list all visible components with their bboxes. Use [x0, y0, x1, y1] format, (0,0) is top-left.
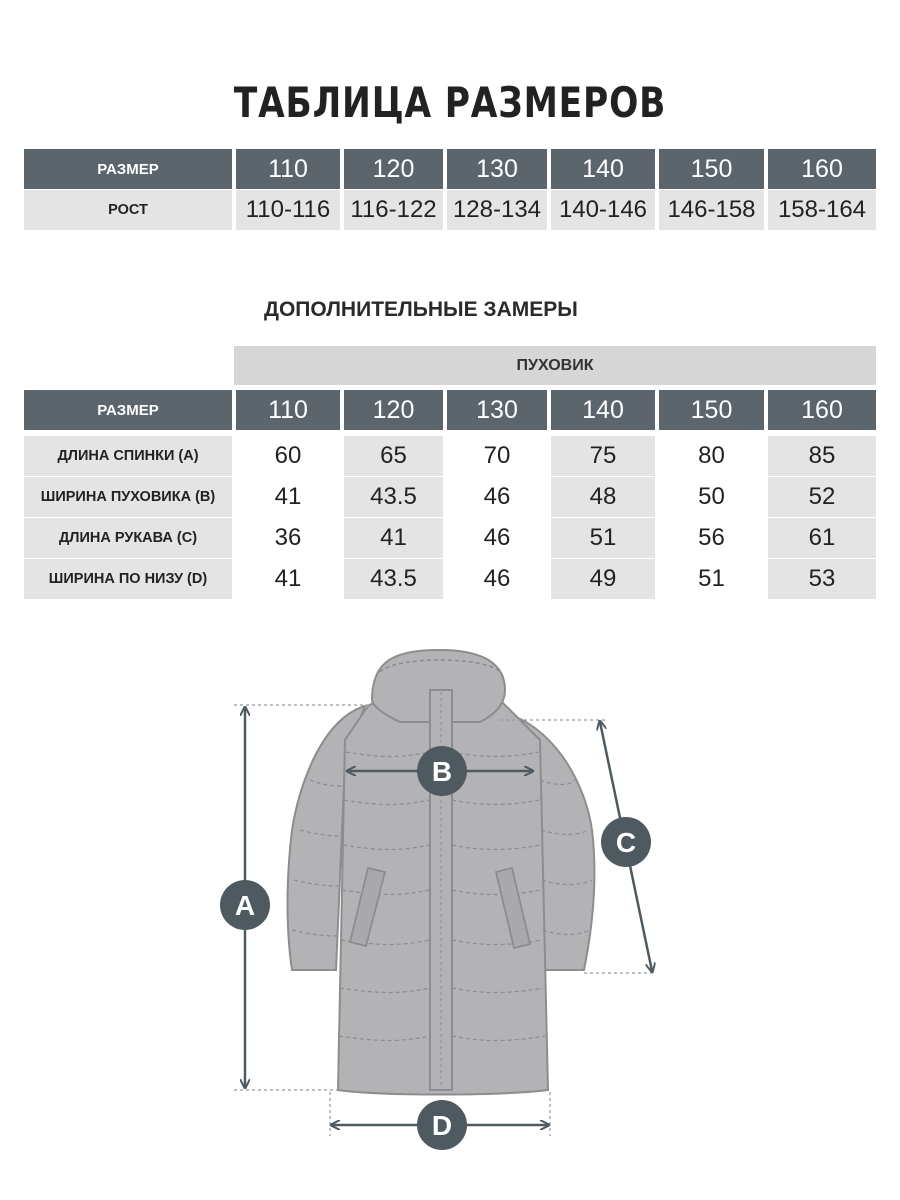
- height-cell: 146-158: [659, 190, 764, 230]
- value-cell: 46: [447, 518, 547, 558]
- value-cell: 43.5: [344, 559, 443, 599]
- height-cell: 110-116: [236, 190, 340, 230]
- extra-measurements-title: ДОПОЛНИТЕЛЬНЫЕ ЗАМЕРЫ: [264, 298, 578, 321]
- value-cell: 41: [236, 559, 340, 599]
- row-label-hem-width: ШИРИНА ПО НИЗУ (D): [24, 559, 232, 599]
- value-cell: 48: [551, 477, 655, 517]
- value-cell: 53: [768, 559, 876, 599]
- value-cell: 41: [236, 477, 340, 517]
- value-cell: 43.5: [344, 477, 443, 517]
- jacket-illustration: [288, 650, 595, 1095]
- jacket-diagram: [0, 630, 900, 1190]
- extra-size-cell: 160: [768, 390, 876, 430]
- row-label-back-length: ДЛИНА СПИНКИ (A): [24, 436, 232, 476]
- height-cell: 128-134: [447, 190, 547, 230]
- extra-size-cell: 130: [447, 390, 547, 430]
- value-cell: 80: [659, 436, 764, 476]
- height-cell: 140-146: [551, 190, 655, 230]
- row-label-jacket-width: ШИРИНА ПУХОВИКА (B): [24, 477, 232, 517]
- value-cell: 61: [768, 518, 876, 558]
- extra-size-cell: 150: [659, 390, 764, 430]
- value-cell: 46: [447, 477, 547, 517]
- value-cell: 51: [659, 559, 764, 599]
- size-cell: 140: [551, 149, 655, 189]
- row-label-sleeve-length: ДЛИНА РУКАВА (C): [24, 518, 232, 558]
- value-cell: 85: [768, 436, 876, 476]
- value-cell: 41: [344, 518, 443, 558]
- size-cell: 130: [447, 149, 547, 189]
- marker-d-label: D: [431, 1110, 453, 1141]
- value-cell: 50: [659, 477, 764, 517]
- value-cell: 70: [447, 436, 547, 476]
- height-label: РОСТ: [24, 190, 232, 230]
- value-cell: 65: [344, 436, 443, 476]
- marker-a-label: A: [234, 890, 256, 921]
- height-cell: 158-164: [768, 190, 876, 230]
- value-cell: 52: [768, 477, 876, 517]
- size-cell: 160: [768, 149, 876, 189]
- marker-b-label: B: [431, 756, 453, 787]
- extra-size-label: РАЗМЕР: [24, 390, 232, 430]
- extra-size-cell: 140: [551, 390, 655, 430]
- value-cell: 56: [659, 518, 764, 558]
- extra-size-cell: 120: [344, 390, 443, 430]
- product-group-header: ПУХОВИК: [234, 346, 876, 385]
- marker-b: [417, 746, 467, 796]
- marker-c-label: C: [615, 827, 637, 858]
- page-title: ТАБЛИЦА РАЗМЕРОВ: [233, 78, 667, 127]
- marker-c: [601, 817, 651, 867]
- value-cell: 60: [236, 436, 340, 476]
- size-label: РАЗМЕР: [24, 149, 232, 189]
- value-cell: 46: [447, 559, 547, 599]
- size-cell: 150: [659, 149, 764, 189]
- marker-a: [220, 880, 270, 930]
- height-cell: 116-122: [344, 190, 443, 230]
- value-cell: 49: [551, 559, 655, 599]
- value-cell: 36: [236, 518, 340, 558]
- size-cell: 110: [236, 149, 340, 189]
- value-cell: 75: [551, 436, 655, 476]
- marker-d: [417, 1100, 467, 1150]
- extra-size-cell: 110: [236, 390, 340, 430]
- size-cell: 120: [344, 149, 443, 189]
- value-cell: 51: [551, 518, 655, 558]
